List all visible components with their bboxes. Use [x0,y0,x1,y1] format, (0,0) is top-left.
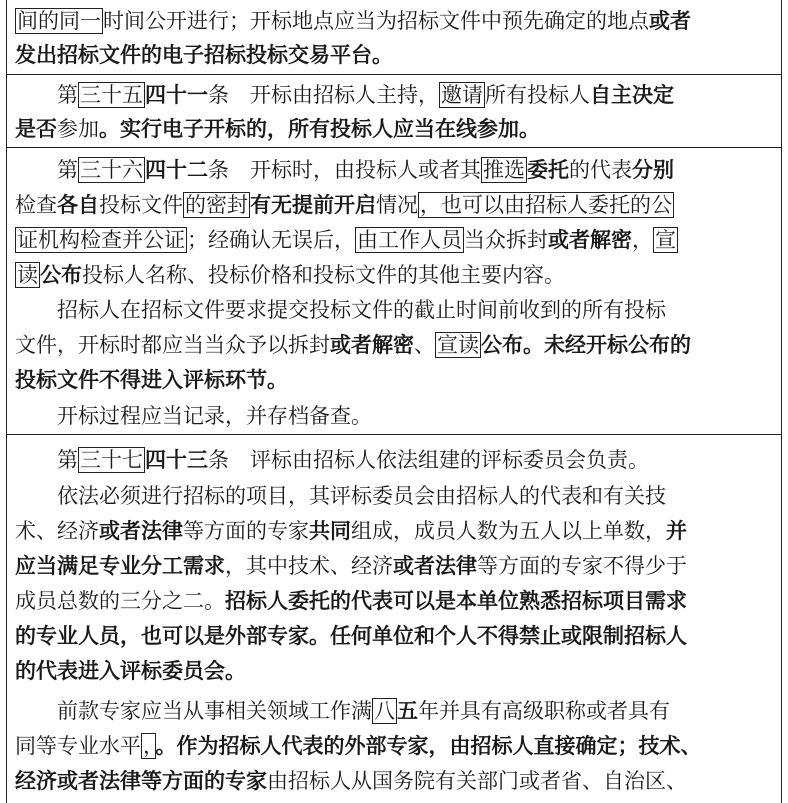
added-text: 或者解密 [548,228,632,252]
text-run: 所有投标人 [485,83,590,107]
text-run: 、 [414,333,435,357]
deleted-text: 宣 [655,228,676,252]
text-run: 等方面的专家 [183,519,309,543]
text-run: 术、经济 [15,519,99,543]
added-text: 公布 [40,263,82,287]
text-line [15,222,773,258]
added-text: 或者解密 [330,333,414,357]
added-text: 各自 [57,193,99,217]
deleted-text: 证机构检查并公证 [17,228,185,252]
text-run: 依法必须进行招标的项目，其评标委员会由招标人的代表和有关技 [57,484,666,508]
table-row [7,75,781,148]
text-run: 条 开标时，由投标人或者其 [208,158,481,182]
text-line [15,327,773,363]
added-text: 委托 [527,158,569,182]
text-line [15,187,773,223]
added-text: 的代表进入评标委员会。 [15,659,246,683]
added-text: 分别 [632,158,674,182]
text-run: 投标人名称、投标价格和投标文件的其他主要内容。 [82,263,565,287]
deleted-text: ，也可以由招标人委托的公 [420,193,672,217]
deleted-text: 三十七 [80,448,143,472]
deleted-text: 读 [17,263,38,287]
deleted-text: 三十五 [80,83,143,107]
text-line [15,763,773,799]
text-run: ，其中技术、经济 [225,554,393,578]
added-text: 经济或者法律等方面的专家 [15,769,267,793]
text-run: 等方面的专家不得少于 [477,554,687,578]
text-run: 开标过程应当记录，并存档备查。 [57,404,372,428]
text-run: 第 [57,158,78,182]
comparison-table [6,0,782,803]
text-run: 由招标人从国务院有关部门或者省、自治区、 [267,769,687,793]
text-run: 组成，成员人数为五人以上单数， [351,519,666,543]
added-text: 五 [397,699,418,723]
deleted-text: 八 [374,699,395,723]
text-line [15,583,773,619]
text-line [15,693,773,729]
deleted-text: 邀请 [441,83,483,107]
text-run: 同等专业水平 [15,734,141,758]
text-line [15,478,773,514]
added-text: 。未经开标公布的 [523,333,691,357]
deleted-text: 的密封 [185,193,248,217]
text-line [15,398,773,434]
added-text: 或者法律 [393,554,477,578]
added-text: 应当满足专业分工需求 [15,554,225,578]
text-run: 的代表 [569,158,632,182]
added-text: 公布 [481,333,523,357]
text-run: ；经确认无误后， [187,228,355,252]
text-line [15,618,773,654]
added-text: 四十三 [145,448,208,472]
added-text: 四十一 [145,83,208,107]
text-run: 第 [57,448,78,472]
text-run: 参加 [57,117,99,141]
text-line [15,257,773,293]
added-text: 是否 [15,117,57,141]
text-run: 年并具有高级职称或者具有 [418,699,670,723]
table-row [7,148,781,435]
text-run: 条 开标由招标人主持， [208,83,439,107]
added-text: 发出招标文件的电子招标投标交易平台。 [15,43,393,67]
text-run: 投标文件 [99,193,183,217]
text-run: 招标人在招标文件要求提交投标文件的截止时间前收到的所有投标 [57,298,666,322]
added-text: 有无提前开启 [250,193,376,217]
text-run: 文件，开标时都应当当众予以拆封 [15,333,330,357]
text-line [15,292,773,328]
text-line [15,548,773,584]
text-run: 条 评标由招标人依法组建的评标委员会负责。 [208,448,649,472]
deleted-text: 三十六 [80,158,143,182]
text-line [15,37,773,73]
text-line [15,513,773,549]
text-run: 检查 [15,193,57,217]
text-line [15,152,773,188]
added-text: 共同 [309,519,351,543]
added-text: 的专业人员，也可以是外部专家。任何单位和个人不得禁止或限制招标人 [15,624,687,648]
deleted-text: ， [143,734,154,758]
added-text: 自主决定 [590,83,674,107]
deleted-text: 由工作人员 [357,228,462,252]
table-row [7,435,781,803]
added-text: 或者 [649,9,691,33]
added-text: 招标人委托的代表可以是本单位熟悉招标项目需求 [225,589,687,613]
table-row [7,0,781,75]
text-line [15,3,773,39]
text-run: 前款专家应当从事相关领域工作满 [57,699,372,723]
text-line [15,442,773,478]
text-run: 第 [57,83,78,107]
text-line [15,362,773,398]
added-text: 。作为招标人代表的外部专家，由招标人直接确定；技术、 [155,734,702,758]
added-text: 四十二 [145,158,208,182]
text-run: ， [632,228,653,252]
text-line [15,653,773,689]
text-line [15,728,773,764]
text-run: 情况 [376,193,418,217]
deleted-text: 推选 [483,158,525,182]
added-text: 投标文件不得进入评标环节。 [15,368,288,392]
added-text: 。实行电子开标的，所有投标人应当在线参加。 [99,117,540,141]
text-run: 当众拆封 [464,228,548,252]
text-line [15,111,773,147]
text-line [15,77,773,113]
text-run: 时间公开进行；开标地点应当为招标文件中预先确定的地点 [103,9,649,33]
added-text: 并 [666,519,687,543]
deleted-text: 宣读 [437,333,479,357]
deleted-text: 间的同一 [17,9,101,33]
text-run: 成员总数的三分之二。 [15,589,225,613]
added-text: 或者法律 [99,519,183,543]
